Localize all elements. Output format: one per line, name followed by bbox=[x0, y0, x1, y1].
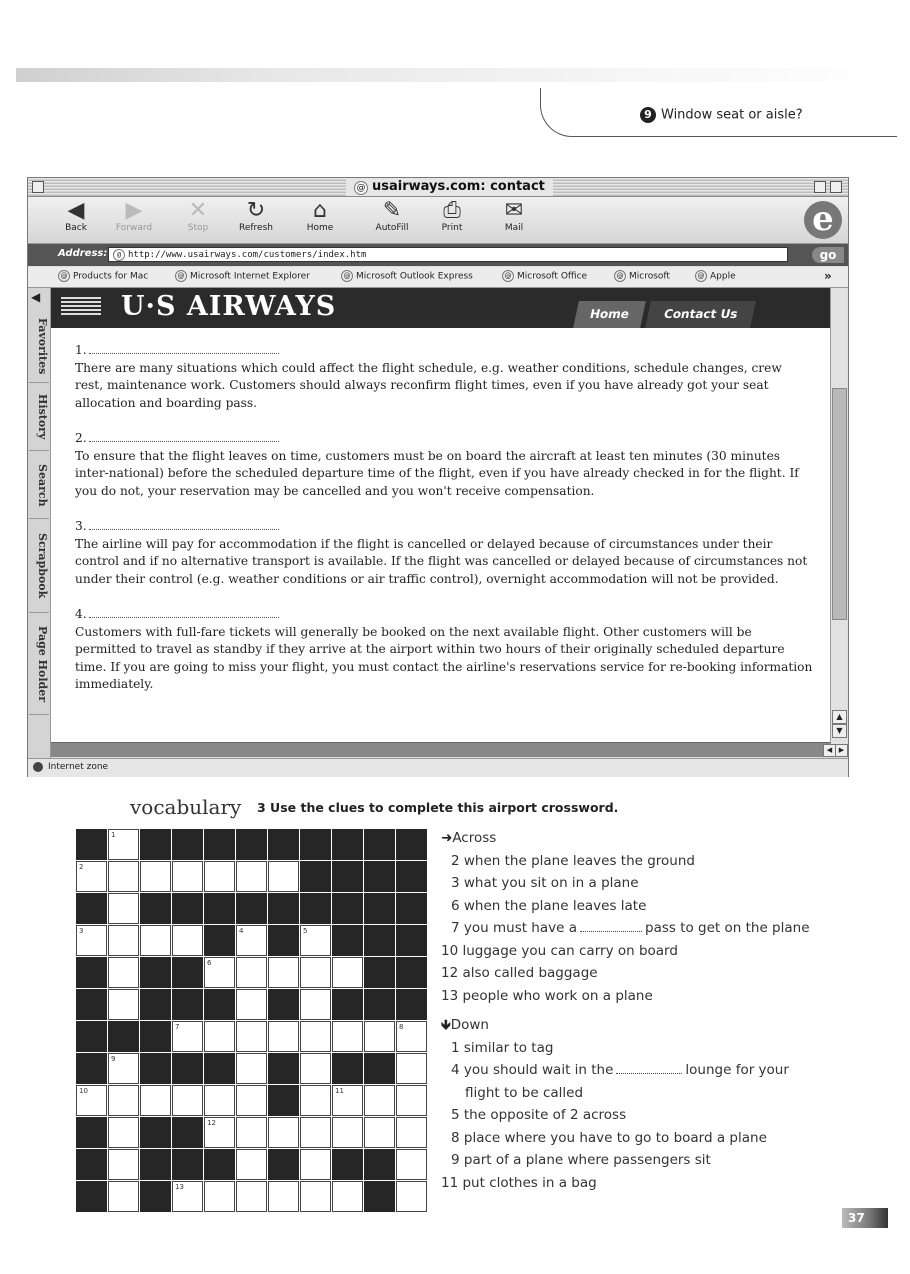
crossword-cell[interactable] bbox=[204, 1021, 235, 1052]
clue-number: 1 bbox=[111, 831, 116, 839]
crossword-cell[interactable] bbox=[140, 925, 171, 956]
crossword-cell[interactable] bbox=[108, 829, 139, 860]
crossword-cell[interactable] bbox=[364, 1085, 395, 1116]
page-content bbox=[51, 288, 830, 742]
crossword-cell[interactable] bbox=[396, 1149, 427, 1180]
clue-down-continued: flight to be called bbox=[465, 1084, 584, 1101]
crossword-cell[interactable] bbox=[140, 861, 171, 892]
crossword-block bbox=[300, 893, 331, 924]
heading-blank bbox=[89, 343, 279, 354]
clue-across: 12 also called baggage bbox=[441, 965, 598, 981]
crossword-cell[interactable] bbox=[268, 1117, 299, 1148]
crossword-block bbox=[332, 1149, 363, 1180]
at-icon: @ bbox=[614, 270, 626, 282]
crossword-cell[interactable] bbox=[300, 1181, 331, 1212]
link-microsoft[interactable]: @ Microsoft bbox=[614, 270, 670, 282]
crossword-cell[interactable] bbox=[364, 1117, 395, 1148]
clue-down: 11 put clothes in a bag bbox=[441, 1174, 597, 1191]
crossword-block bbox=[204, 893, 235, 924]
printer-icon: ⎙ bbox=[443, 198, 461, 223]
crossword-block bbox=[172, 1117, 203, 1148]
forward-button[interactable]: ▶ Forward bbox=[106, 199, 162, 233]
globe-icon bbox=[33, 762, 43, 772]
tab-history[interactable]: History bbox=[29, 384, 49, 451]
heading-blank bbox=[89, 607, 279, 618]
address-value: http://www.usairways.com/customers/index.htm bbox=[128, 250, 367, 260]
crossword-block bbox=[268, 1085, 299, 1116]
window-title: usairways.com: contact bbox=[372, 179, 545, 194]
vertical-scrollbar[interactable] bbox=[830, 288, 847, 756]
crossword-block bbox=[332, 861, 363, 892]
answer-blank bbox=[616, 1063, 682, 1074]
site-header bbox=[51, 288, 830, 328]
crossword-block bbox=[204, 829, 235, 860]
address-label: Address: bbox=[58, 248, 108, 259]
crossword-cell[interactable] bbox=[108, 893, 139, 924]
clue-number: 13 bbox=[175, 1183, 184, 1191]
paragraph-number: 4. bbox=[75, 606, 813, 624]
crossword-block bbox=[76, 1053, 107, 1084]
crossword-cell[interactable] bbox=[332, 1021, 363, 1052]
crossword-cell[interactable] bbox=[268, 861, 299, 892]
crossword-cell[interactable] bbox=[236, 925, 267, 956]
crossword-block bbox=[332, 925, 363, 956]
crossword-block bbox=[76, 829, 107, 860]
refresh-button[interactable]: ↻ Refresh bbox=[228, 199, 284, 233]
link-apple[interactable]: @ Apple bbox=[695, 270, 736, 282]
crossword-cell[interactable] bbox=[236, 1085, 267, 1116]
crossword-cell[interactable] bbox=[76, 861, 107, 892]
crossword-block bbox=[76, 957, 107, 988]
crossword-cell[interactable] bbox=[172, 1181, 203, 1212]
crossword-cell[interactable] bbox=[204, 861, 235, 892]
crossword-cell[interactable] bbox=[300, 1085, 331, 1116]
crossword-cell[interactable] bbox=[108, 925, 139, 956]
clue-number: 10 bbox=[79, 1087, 88, 1095]
crossword-block bbox=[396, 893, 427, 924]
crossword-block bbox=[76, 1149, 107, 1180]
crossword-block bbox=[364, 893, 395, 924]
stop-button[interactable]: ✕ Stop bbox=[170, 199, 226, 233]
crossword-block bbox=[172, 957, 203, 988]
paragraph-number: 2. bbox=[75, 430, 813, 448]
crossword-block bbox=[364, 989, 395, 1020]
crossword-block bbox=[300, 861, 331, 892]
paragraph-text: The airline will pay for accommodation if the flight is cancelled or delayed because of circumstances under their control and if no alternative transport is available. If the flight was cancelled or delayed because of circumstances not under their control (e.g. weather conditions or air traffic control), overnight accommodation will not be provided. bbox=[75, 536, 808, 586]
crossword-block bbox=[172, 893, 203, 924]
collapse-box[interactable] bbox=[830, 181, 842, 193]
scroll-down-arrow-icon[interactable]: ▼ bbox=[832, 724, 847, 738]
crossword-cell[interactable] bbox=[396, 1021, 427, 1052]
crossword-block bbox=[364, 1181, 395, 1212]
crossword-block bbox=[396, 925, 427, 956]
crossword-cell[interactable] bbox=[236, 1149, 267, 1180]
crossword-cell[interactable] bbox=[332, 957, 363, 988]
crossword-block bbox=[364, 1149, 395, 1180]
crossword-cell[interactable] bbox=[108, 1053, 139, 1084]
clue-number: 11 bbox=[335, 1087, 344, 1095]
clue-across: 13 people who work on a plane bbox=[441, 987, 653, 1004]
nav-home-tab[interactable]: Home bbox=[573, 301, 646, 328]
crossword-cell[interactable] bbox=[204, 1181, 235, 1212]
crossword-cell[interactable] bbox=[108, 989, 139, 1020]
crossword-block bbox=[172, 829, 203, 860]
at-icon: @ bbox=[695, 270, 707, 282]
crossword-block bbox=[204, 1149, 235, 1180]
crossword-block bbox=[268, 829, 299, 860]
tab-favorites[interactable]: Favorites bbox=[29, 310, 49, 383]
crossword-block bbox=[172, 989, 203, 1020]
favorites-links-bar bbox=[28, 267, 848, 288]
crossword-cell[interactable] bbox=[332, 1085, 363, 1116]
at-icon: @ bbox=[502, 270, 514, 282]
nav-contact-tab[interactable]: Contact Us bbox=[645, 301, 756, 328]
crossword-cell[interactable] bbox=[108, 1085, 139, 1116]
paragraph-number: 3. bbox=[75, 518, 813, 536]
crossword-block bbox=[204, 925, 235, 956]
crossword-block bbox=[268, 989, 299, 1020]
tab-page-holder[interactable]: Page Holder bbox=[29, 614, 49, 715]
crossword-block bbox=[332, 1053, 363, 1084]
link-internet-explorer[interactable]: @ Microsoft Internet Explorer bbox=[175, 270, 310, 282]
close-box[interactable] bbox=[32, 181, 44, 193]
crossword-cell[interactable] bbox=[108, 1117, 139, 1148]
stop-x-icon: ✕ bbox=[188, 198, 208, 223]
crossword-block bbox=[140, 1021, 171, 1052]
clue-number: 3 bbox=[79, 927, 84, 935]
crossword-block bbox=[396, 829, 427, 860]
clue-down: 1 similar to tag bbox=[451, 1039, 554, 1056]
clue-across: 6 when the plane leaves late bbox=[451, 897, 647, 914]
clue-down: 8 place where you have to go to board a plane bbox=[451, 1129, 767, 1146]
crossword-cell[interactable] bbox=[332, 1181, 363, 1212]
crossword-cell[interactable] bbox=[236, 1181, 267, 1212]
crossword-block bbox=[140, 957, 171, 988]
scroll-left-arrow-icon[interactable]: ◀ bbox=[823, 744, 836, 757]
back-button[interactable]: ◀ Back bbox=[48, 199, 104, 233]
crossword-cell[interactable] bbox=[364, 1021, 395, 1052]
crossword-block bbox=[396, 861, 427, 892]
crossword-block bbox=[236, 829, 267, 860]
vocabulary-heading: vocabulary bbox=[130, 795, 242, 819]
house-icon: ⌂ bbox=[313, 198, 327, 223]
clue-number: 8 bbox=[399, 1023, 404, 1031]
answer-blank bbox=[580, 921, 642, 932]
crossword-block bbox=[364, 861, 395, 892]
crossword-cell[interactable] bbox=[396, 1085, 427, 1116]
explorer-side-tabs bbox=[28, 288, 51, 758]
crossword-block bbox=[268, 925, 299, 956]
crossword-cell[interactable] bbox=[236, 957, 267, 988]
crossword-cell[interactable] bbox=[108, 1149, 139, 1180]
crossword-cell[interactable] bbox=[300, 1149, 331, 1180]
crossword-cell[interactable] bbox=[172, 925, 203, 956]
crossword-cell[interactable] bbox=[268, 1181, 299, 1212]
scroll-right-arrow-icon[interactable]: ▶ bbox=[835, 744, 848, 757]
crossword-block bbox=[140, 1117, 171, 1148]
crossword-cell[interactable] bbox=[300, 1053, 331, 1084]
address-bar bbox=[28, 244, 848, 266]
crossword-block bbox=[364, 957, 395, 988]
clue-number: 9 bbox=[111, 1055, 116, 1063]
crossword-block bbox=[140, 829, 171, 860]
paragraph-text: Customers with full-fare tickets will generally be booked on the next available flight. Other customers will be permitted to travel as standby if they arrive at the airport within two hours of their originally scheduled departure time. If you are going to miss your flight, you must contact the airline's reservations service for re-booking information immediately. bbox=[75, 624, 813, 691]
at-icon: @ bbox=[354, 181, 368, 195]
exercise-instruction: 3 Use the clues to complete this airport crossword. bbox=[257, 800, 619, 815]
crossword-cell[interactable] bbox=[300, 1117, 331, 1148]
clue-number: 5 bbox=[303, 927, 308, 935]
window-title-wrap bbox=[346, 178, 553, 196]
crossword-cell[interactable] bbox=[300, 925, 331, 956]
clue-across: 2 when the plane leaves the ground bbox=[451, 852, 695, 869]
crossword-block bbox=[140, 1053, 171, 1084]
down-heading: 🡻Down bbox=[441, 1017, 489, 1033]
crossword-block bbox=[172, 1053, 203, 1084]
crossword-cell[interactable] bbox=[108, 861, 139, 892]
crossword-block bbox=[140, 1149, 171, 1180]
crossword-block bbox=[268, 1149, 299, 1180]
status-bar bbox=[28, 758, 848, 777]
clue-number: 4 bbox=[239, 927, 244, 935]
clue-number: 2 bbox=[79, 863, 84, 871]
clue-down: 9 part of a plane where passengers sit bbox=[451, 1152, 711, 1168]
scroll-thumb[interactable] bbox=[832, 388, 847, 620]
crossword-block bbox=[76, 1117, 107, 1148]
autofill-button[interactable]: ✎ AutoFill bbox=[364, 199, 420, 233]
crossword-block bbox=[364, 829, 395, 860]
link-outlook-express[interactable]: @ Microsoft Outlook Express bbox=[341, 270, 473, 282]
paragraph-number: 1. bbox=[75, 342, 813, 360]
crossword-grid bbox=[76, 829, 428, 1213]
at-icon: @ bbox=[113, 249, 125, 261]
crossword-clues bbox=[441, 827, 810, 1194]
home-button[interactable]: ⌂ Home bbox=[292, 199, 348, 233]
clue-number: 6 bbox=[207, 959, 212, 967]
crossword-cell[interactable] bbox=[396, 1117, 427, 1148]
address-input[interactable] bbox=[108, 247, 788, 262]
down-arrow-icon: 🡻 bbox=[441, 1017, 451, 1033]
crossword-cell[interactable] bbox=[204, 1085, 235, 1116]
clue-across: 3 what you sit on in a plane bbox=[451, 875, 639, 891]
envelope-icon: ✉ bbox=[504, 198, 524, 223]
crossword-block bbox=[396, 957, 427, 988]
clue-down: 4 you should wait in the lounge for your bbox=[451, 1062, 789, 1078]
crossword-cell[interactable] bbox=[76, 1085, 107, 1116]
unit-number-badge: 9 bbox=[640, 107, 656, 123]
crossword-cell[interactable] bbox=[172, 861, 203, 892]
link-office[interactable]: @ Microsoft Office bbox=[502, 270, 587, 282]
sidebar-toggle-icon[interactable]: ◀ bbox=[31, 290, 41, 304]
crossword-block bbox=[300, 829, 331, 860]
crossword-cell[interactable] bbox=[76, 925, 107, 956]
crossword-block bbox=[236, 893, 267, 924]
crossword-cell[interactable] bbox=[396, 1181, 427, 1212]
heading-blank bbox=[89, 431, 279, 442]
internet-explorer-logo-icon: e bbox=[804, 201, 842, 239]
toolbar bbox=[28, 197, 848, 244]
at-icon: @ bbox=[175, 270, 187, 282]
crossword-cell[interactable] bbox=[236, 861, 267, 892]
clue-down: 5 the opposite of 2 across bbox=[451, 1107, 627, 1123]
crossword-block bbox=[396, 989, 427, 1020]
crossword-block bbox=[268, 1053, 299, 1084]
crossword-block bbox=[332, 893, 363, 924]
refresh-icon: ↻ bbox=[246, 198, 266, 223]
crossword-block bbox=[204, 989, 235, 1020]
site-brand[interactable]: U·S AIRWAYS bbox=[121, 291, 337, 322]
browser-window bbox=[27, 177, 849, 777]
horizontal-scrollbar[interactable] bbox=[51, 742, 845, 757]
crossword-cell[interactable] bbox=[268, 957, 299, 988]
forward-arrow-icon: ▶ bbox=[125, 198, 143, 223]
more-links-chevron-icon[interactable]: » bbox=[824, 269, 832, 283]
paragraph bbox=[75, 606, 813, 694]
crossword-cell[interactable] bbox=[204, 957, 235, 988]
tab-scrapbook[interactable]: Scrapbook bbox=[29, 520, 49, 613]
crossword-block bbox=[364, 1053, 395, 1084]
crossword-block bbox=[140, 893, 171, 924]
crossword-block bbox=[140, 989, 171, 1020]
crossword-cell[interactable] bbox=[108, 1181, 139, 1212]
tab-search[interactable]: Search bbox=[29, 452, 49, 519]
crossword-cell[interactable] bbox=[300, 989, 331, 1020]
crossword-cell[interactable] bbox=[396, 1053, 427, 1084]
at-icon: @ bbox=[341, 270, 353, 282]
crossword-block bbox=[76, 893, 107, 924]
crossword-cell[interactable] bbox=[236, 1117, 267, 1148]
crossword-block bbox=[332, 829, 363, 860]
print-button[interactable]: ⎙ Print bbox=[424, 199, 480, 233]
crossword-block bbox=[140, 1181, 171, 1212]
crossword-cell[interactable] bbox=[300, 957, 331, 988]
crossword-block bbox=[108, 1021, 139, 1052]
crossword-block bbox=[172, 1149, 203, 1180]
paragraph-text: To ensure that the flight leaves on time, customers must be on board the aircraft at least ten minutes (30 minutes inter-national) before the scheduled departure time of the flight, even if you have already checked in for the flight. If you do not, your reservation may be cancelled and you won't receive compensation. bbox=[75, 448, 799, 498]
at-icon: @ bbox=[58, 270, 70, 282]
crossword-cell[interactable] bbox=[236, 1053, 267, 1084]
crossword-cell[interactable] bbox=[332, 1117, 363, 1148]
paragraph-text: There are many situations which could affect the flight schedule, e.g. weather conditions, schedule changes, crew rest, maintenance work. Customers should always reconfirm flight times, even if you have already got your seat allocation and boarding pass. bbox=[75, 360, 782, 410]
heading-blank bbox=[89, 519, 279, 530]
crossword-cell[interactable] bbox=[204, 1117, 235, 1148]
go-button[interactable]: go bbox=[812, 247, 844, 263]
clue-across: 10 luggage you can carry on board bbox=[441, 942, 678, 959]
clue-number: 7 bbox=[175, 1023, 180, 1031]
clue-number: 12 bbox=[207, 1119, 216, 1127]
crossword-cell[interactable] bbox=[300, 1021, 331, 1052]
right-arrow-icon: ➜ bbox=[441, 830, 453, 846]
link-products-for-mac[interactable]: @ Products for Mac bbox=[58, 270, 148, 282]
header-rule bbox=[16, 68, 896, 82]
crossword-block bbox=[364, 925, 395, 956]
mail-button[interactable]: ✉ Mail bbox=[486, 199, 542, 233]
flag-logo-icon bbox=[61, 297, 101, 317]
crossword-cell[interactable] bbox=[140, 1085, 171, 1116]
unit-header bbox=[640, 107, 803, 123]
title-bar[interactable] bbox=[28, 178, 848, 197]
crossword-block bbox=[76, 1021, 107, 1052]
status-text: Internet zone bbox=[48, 762, 109, 772]
crossword-cell[interactable] bbox=[172, 1085, 203, 1116]
crossword-block bbox=[268, 893, 299, 924]
clue-across: 7 you must have a pass to get on the plane bbox=[451, 920, 810, 936]
crossword-block bbox=[76, 1181, 107, 1212]
paragraph bbox=[75, 518, 813, 588]
back-arrow-icon: ◀ bbox=[67, 198, 85, 223]
crossword-cell[interactable] bbox=[268, 1021, 299, 1052]
crossword-block bbox=[76, 989, 107, 1020]
crossword-cell[interactable] bbox=[236, 1021, 267, 1052]
zoom-box[interactable] bbox=[814, 181, 826, 193]
paragraph bbox=[75, 430, 813, 500]
page-number: 37 bbox=[842, 1208, 888, 1228]
autofill-pen-icon: ✎ bbox=[382, 198, 402, 223]
across-heading: ➜Across bbox=[441, 830, 497, 846]
crossword-block bbox=[204, 1053, 235, 1084]
scroll-up-arrow-icon[interactable]: ▲ bbox=[832, 710, 847, 724]
crossword-cell[interactable] bbox=[108, 957, 139, 988]
crossword-cell[interactable] bbox=[236, 989, 267, 1020]
paragraph bbox=[75, 342, 813, 412]
crossword-block bbox=[332, 989, 363, 1020]
crossword-cell[interactable] bbox=[172, 1021, 203, 1052]
unit-title: Window seat or aisle? bbox=[661, 107, 803, 123]
